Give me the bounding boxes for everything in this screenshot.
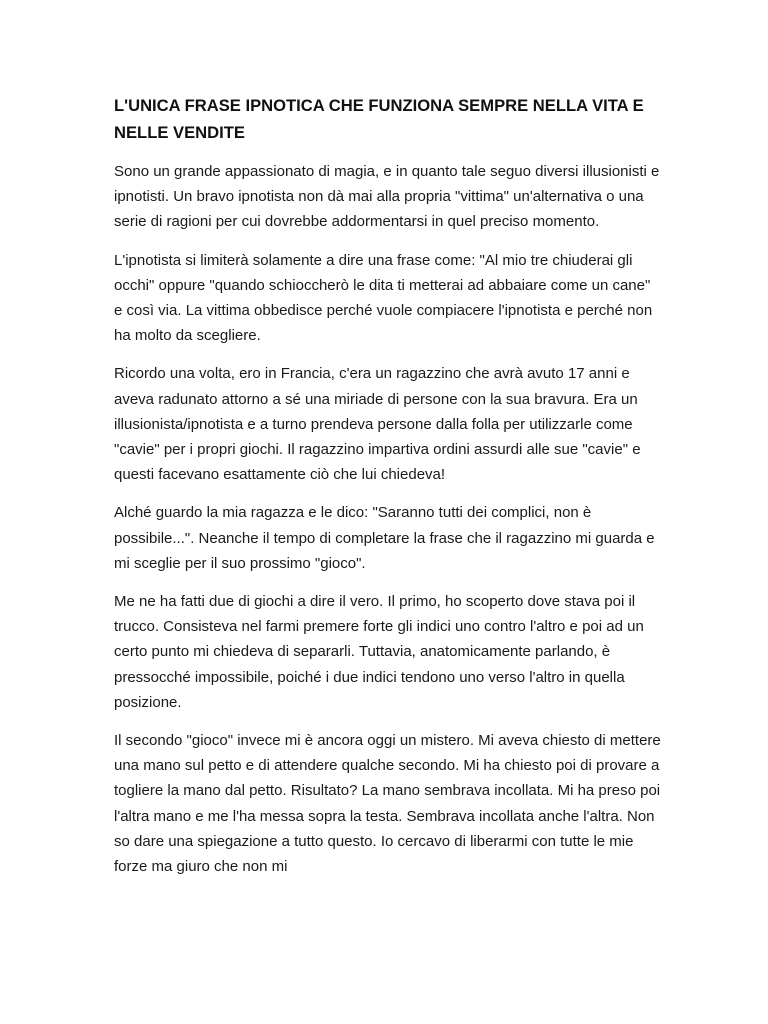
paragraph-3: Ricordo una volta, ero in Francia, c'era un ragazzino che avrà avuto 17 anni e aveva radunato attorno a sé una miriade di persone con la sua bravura. Era un illusionista/ipnotista e a turno prendeva persone dalla folla per utilizzarle come "cavie" per i propri giochi. Il ragazzino impartiva ordini assurdi alle sue "cavie" e questi facevano esattamente ciò che lui chiedeva! <box>114 365 641 484</box>
paragraph-4: Alché guardo la mia ragazza e le dico: "Saranno tutti dei complici, non è possibile...". Neanche il tempo di completare la frase che il ragazzino mi guarda e mi sceglie per il suo prossimo "gioco". <box>114 504 655 572</box>
document-body <box>114 93 662 892</box>
paragraph-6: Il secondo "gioco" invece mi è ancora oggi un mistero. Mi aveva chiesto di mettere una mano sul petto e di attendere qualche secondo. Mi ha chiesto poi di provare a togliere la mano dal petto. Risultato? La mano sembrava incollata. Mi ha preso poi l'altra mano e me l'ha messa sopra la testa. Sembrava incollata anche l'altra. Non so dare una spiegazione a tutto questo. Io cercavo di liberarmi con tutte le mie forze ma giuro che non mi <box>114 732 661 876</box>
paragraph-1: Sono un grande appassionato di magia, e in quanto tale seguo diversi illusionisti e ipnotisti. Un bravo ipnotista non dà mai alla propria "vittima" un'alternativa o una serie di ragioni per cui dovrebbe addormentarsi in quel preciso momento. <box>114 163 660 231</box>
paragraph-5: Me ne ha fatti due di giochi a dire il vero. Il primo, ho scoperto dove stava poi il trucco. Consisteva nel farmi premere forte gli indici uno contro l'altro e poi ad un certo punto mi chiedeva di separarli. Tuttavia, anatomicamente parlando, è pressocché impossibile, poiché i due indici tendono uno verso l'altro in quella posizione. <box>114 593 644 711</box>
document-title: L'UNICA FRASE IPNOTICA CHE FUNZIONA SEMPRE NELLA VITA E NELLE VENDITE <box>114 96 644 142</box>
paragraph-2: L'ipnotista si limiterà solamente a dire una frase come: "Al mio tre chiuderai gli occhi" oppure "quando schioccherò le dita ti metterai ad abbaiare come un cane" e così via. La vittima obbedisce perché vuole compiacere l'ipnotista e perché non ha molto da scegliere. <box>114 251 653 345</box>
